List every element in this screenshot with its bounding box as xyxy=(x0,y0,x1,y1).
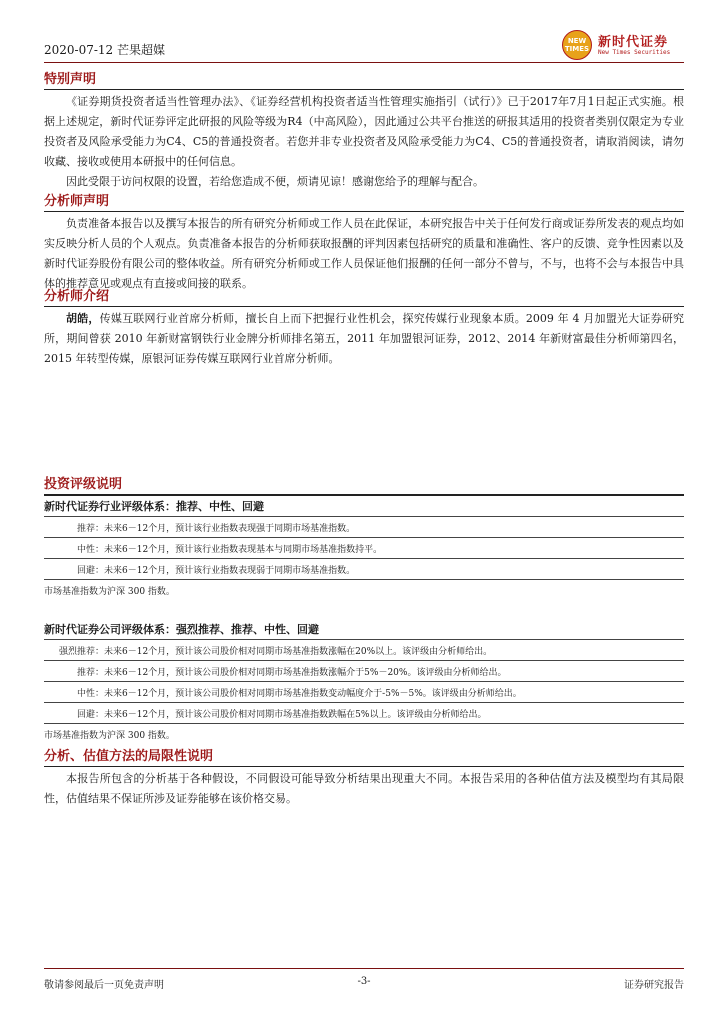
table-row xyxy=(44,640,684,661)
section-divider xyxy=(44,306,684,307)
analyst-intro-paragraph xyxy=(44,309,684,369)
logo-chinese-name: 新时代证券 xyxy=(598,35,669,50)
special-statement-title: 特别声明 xyxy=(44,72,97,87)
company-benchmark-note: 市场基准指数为沪深 300 指数。 xyxy=(44,731,175,741)
special-statement-section xyxy=(44,68,684,192)
footer-report-type: 证券研究报告 xyxy=(624,980,684,991)
limitations-section xyxy=(44,745,684,809)
section-divider xyxy=(44,89,684,90)
footer-divider xyxy=(44,968,684,969)
table-row xyxy=(44,682,684,703)
table-row xyxy=(44,703,684,724)
header-date-company: 2020-07-12 芒果超媒 xyxy=(44,43,166,57)
analyst-statement-paragraph: 负责准备本报告以及撰写本报告的所有研究分析师或工作人员在此保证，本研究报告中关于任何发行商或证券所发表的观点均如实反映分析人员的个人观点。负责准备本报告的分析师获取报酬的评判因素包括研究的质量和准确性、客户的反馈、竞争性因素以及新时代证券股份有限公司的整体收益。所有研究分析师或工作人员保证他们报酬的任何一部分不曾与，不与，也将不会与本报告中具体的推荐意见或观点有直接或间接的联系。 xyxy=(44,217,684,290)
rating-section xyxy=(44,473,684,741)
section-divider xyxy=(44,766,684,767)
header-divider xyxy=(44,62,684,63)
industry-rating-heading: 新时代证券行业评级体系：推荐、中性、回避 xyxy=(44,500,264,513)
table-row xyxy=(44,559,684,580)
rating-title: 投资评级说明 xyxy=(44,477,123,492)
rating-desc: 未来6－12个月，预计该行业指数表现基本与同期市场基准指数持平。 xyxy=(104,544,383,555)
rating-label: 回避： xyxy=(76,709,104,720)
rating-label: 强烈推荐： xyxy=(58,646,104,657)
company-rating-heading: 新时代证券公司评级体系：强烈推荐、推荐、中性、回避 xyxy=(44,623,319,636)
limitations-paragraph: 本报告所包含的分析基于各种假设，不同假设可能导致分析结果出现重大不同。本报告采用的各种估值方法及模型均有其局限性，估值结果不保证所涉及证券能够在该价格交易。 xyxy=(44,772,684,805)
page-header xyxy=(44,30,684,60)
footer-disclaimer-note: 敬请参阅最后一页免责声明 xyxy=(44,980,164,991)
analyst-bio: 传媒互联网行业首席分析师，擅长自上而下把握行业性机会，探究传媒行业现象本质。2009 年 4 月加盟光大证券研究所，期间曾获 2010 年新财富钢铁行业金牌分析师排名第五，2011 年加盟银河证券，2012、2014 年新财富最佳分析师第四名，2015 年转型传媒，原银河证券传媒互联网行业首席分析师。 xyxy=(44,312,684,365)
page-footer xyxy=(44,976,684,992)
table-row xyxy=(44,661,684,682)
analyst-intro-title: 分析师介绍 xyxy=(44,289,110,304)
rating-desc: 未来6－12个月，预计该公司股价相对同期市场基准指数跌幅在5%以上。该评级由分析师给出。 xyxy=(104,709,487,720)
company-rating-table xyxy=(44,639,684,724)
industry-benchmark-note: 市场基准指数为沪深 300 指数。 xyxy=(44,587,175,597)
analyst-name: 胡皓， xyxy=(66,312,100,325)
table-row xyxy=(44,517,684,538)
rating-desc: 未来6－12个月，预计该公司股价相对同期市场基准指数变动幅度介于-5%－5%。该评级由分析师给出。 xyxy=(104,688,522,699)
rating-desc: 未来6－12个月，预计该行业指数表现强于同期市场基准指数。 xyxy=(104,523,356,534)
rating-label: 回避： xyxy=(76,565,104,576)
special-statement-paragraph-1: 《证券期货投资者适当性管理办法》、《证券经营机构投资者适当性管理实施指引（试行）》已于2017年7月1日起正式实施。根据上述规定，新时代证券评定此研报的风险等级为R4（中高风险），因此通过公共平台推送的研报其适用的投资者类别仅限定为专业投资者及风险承受能力为C4、C5的普通投资者。若您并非专业投资者及风险承受能力为C4、C5的普通投资者，请取消阅读，请勿收藏、接收或使用本研报中的任何信息。 xyxy=(44,95,684,168)
special-statement-paragraph-2: 因此受限于访问权限的设置，若给您造成不便，烦请见谅！感谢您给予的理解与配合。 xyxy=(66,175,484,188)
analyst-statement-section xyxy=(44,190,684,294)
rating-desc: 未来6－12个月，预计该行业指数表现弱于同期市场基准指数。 xyxy=(104,565,356,576)
rating-label: 推荐： xyxy=(76,523,104,534)
rating-label: 推荐： xyxy=(76,667,104,678)
analyst-statement-title: 分析师声明 xyxy=(44,194,110,209)
rating-label: 中性： xyxy=(76,688,104,699)
table-row xyxy=(44,538,684,559)
page-number: -3- xyxy=(357,976,371,987)
analyst-intro-section xyxy=(44,285,684,369)
rating-label: 中性： xyxy=(76,544,104,555)
rating-desc: 未来6－12个月，预计该公司股价相对同期市场基准指数涨幅介于5%－20%。该评级由分析师给出。 xyxy=(104,667,507,678)
rating-desc: 未来6－12个月，预计该公司股价相对同期市场基准指数涨幅在20%以上。该评级由分析师给出。 xyxy=(104,646,493,657)
logo-badge-icon: NEW TIMES xyxy=(562,30,592,60)
logo-english-name: New Times Securities xyxy=(598,49,671,56)
industry-rating-table xyxy=(44,516,684,580)
company-logo xyxy=(562,30,684,60)
limitations-title: 分析、估值方法的局限性说明 xyxy=(44,749,214,764)
section-divider xyxy=(44,494,684,496)
section-divider xyxy=(44,211,684,212)
